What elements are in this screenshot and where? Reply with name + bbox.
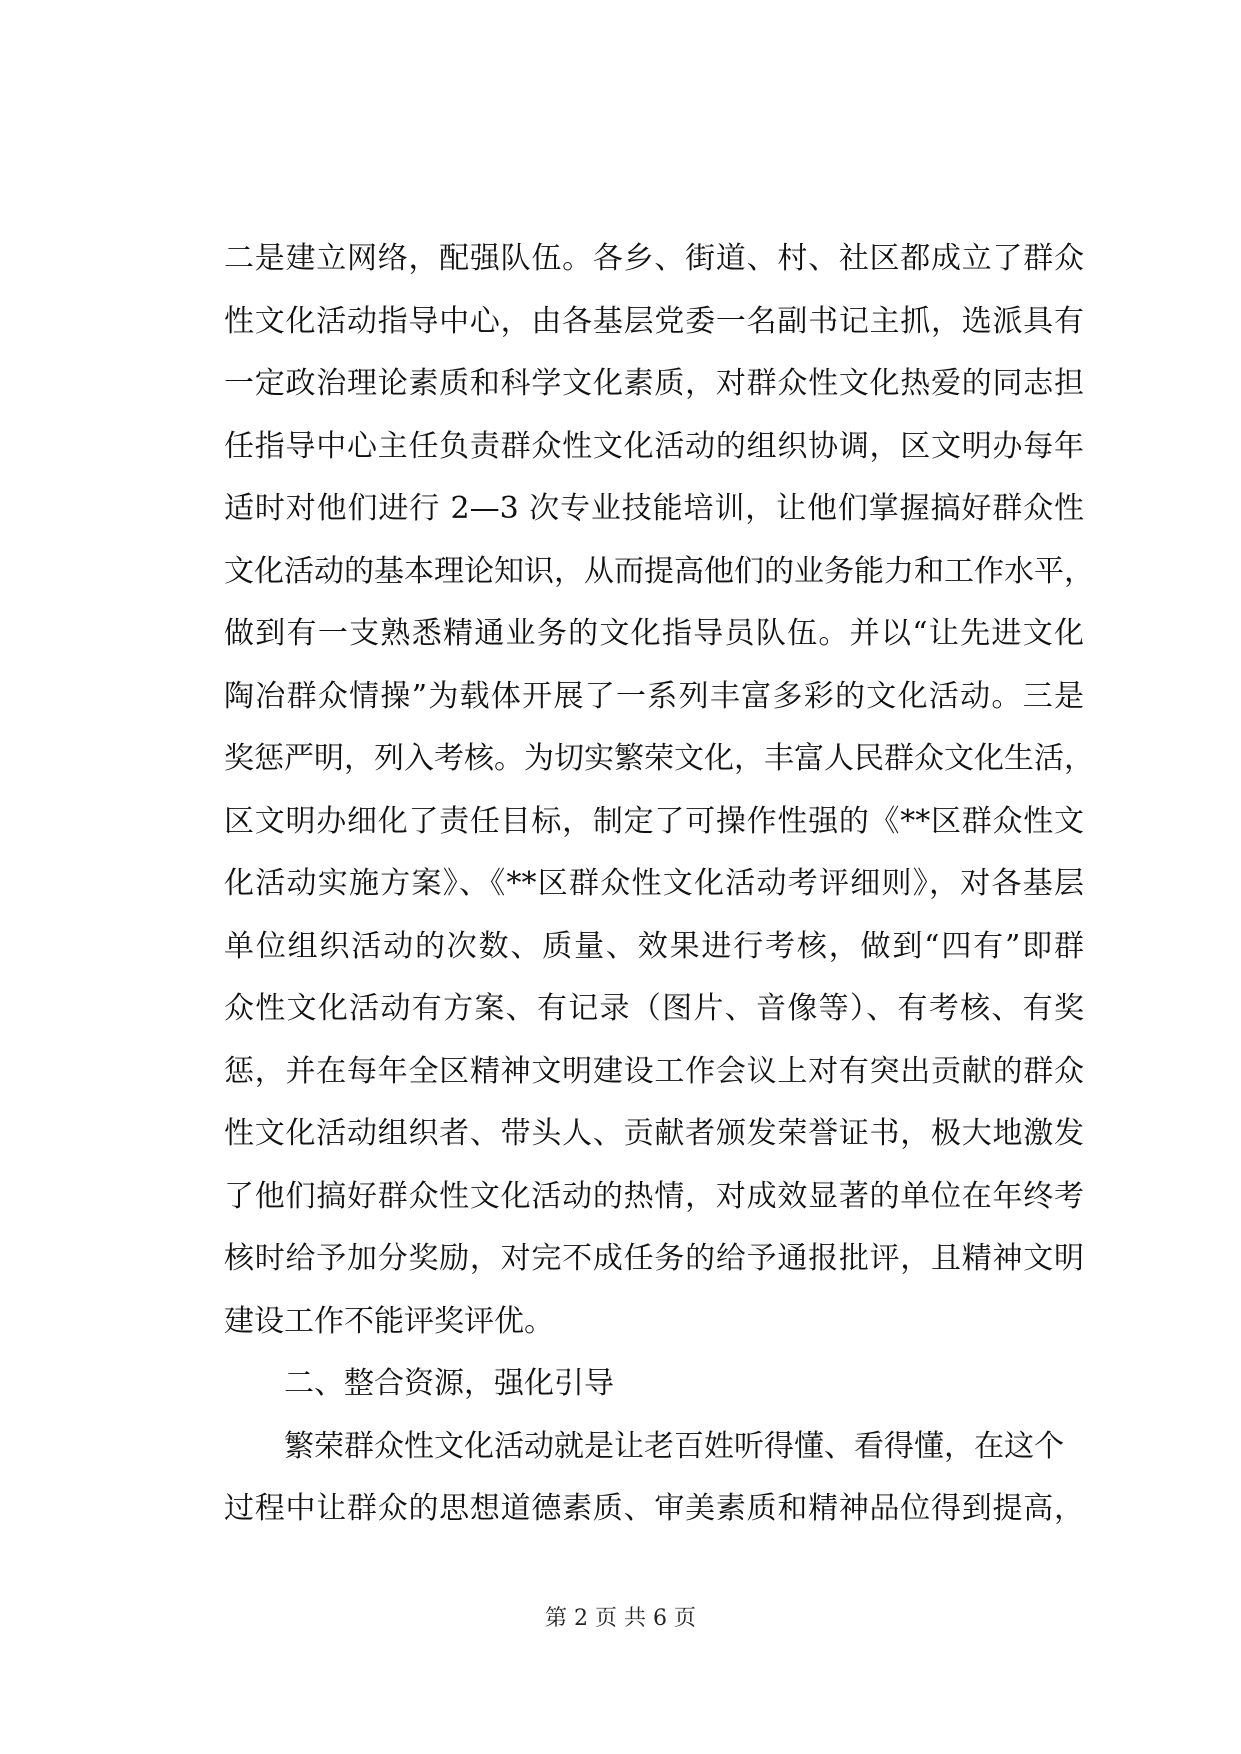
text-line: 众性文化活动有方案、有记录（图片、音像等）、有考核、有奖 <box>224 991 1084 1026</box>
text-line: 过程中让群众的思想道德素质、审美素质和精神品位得到提高， <box>224 1491 1084 1526</box>
text-line: 惩，并在每年全区精神文明建设工作会议上对有突出贡献的群众 <box>224 1053 1084 1089</box>
text-line: 任指导中心主任负责群众性文化活动的组织协调，区文明办每年 <box>224 428 1084 464</box>
document-body <box>224 228 1094 1541</box>
text-line: 化活动实施方案》、《**区群众性文化活动考评细则》，对各基层 <box>224 866 1084 901</box>
text-line: 奖惩严明，列入考核。为切实繁荣文化，丰富人民群众文化生活， <box>224 741 1094 776</box>
text-line: 一定政治理论素质和科学文化素质，对群众性文化热爱的同志担 <box>224 366 1084 401</box>
text-line: 适时对他们进行 2—3 次专业技能培训，让他们掌握搞好群众性 <box>224 491 1084 526</box>
page-footer: 第 2 页 共 6 页 <box>545 1606 696 1631</box>
section-heading: 二、整合资源，强化引导 <box>284 1366 614 1401</box>
text-line: 性文化活动指导中心，由各基层党委一名副书记主抓，选派具有 <box>224 303 1084 339</box>
text-line: 文化活动的基本理论知识，从而提高他们的业务能力和工作水平， <box>224 553 1094 589</box>
text-line: 核时给予加分奖励，对完不成任务的给予通报批评，且精神文明 <box>224 1241 1084 1276</box>
text-line: 建设工作不能评奖评优。 <box>224 1303 554 1339</box>
text-line: 陶冶群众情操”为载体开展了一系列丰富多彩的文化活动。三是 <box>224 678 1084 714</box>
text-line: 区文明办细化了责任目标，制定了可操作性强的《**区群众性文 <box>224 803 1084 839</box>
text-line: 性文化活动组织者、带头人、贡献者颁发荣誉证书，极大地激发 <box>224 1116 1084 1151</box>
text-line: 繁荣群众性文化活动就是让老百姓听得懂、看得懂，在这个 <box>284 1428 1064 1464</box>
text-line: 二是建立网络，配强队伍。各乡、街道、村、社区都成立了群众 <box>224 241 1084 276</box>
text-line: 单位组织活动的次数、质量、效果进行考核，做到“四有”即群 <box>224 928 1084 964</box>
text-line: 做到有一支熟悉精通业务的文化指导员队伍。并以“让先进文化 <box>224 616 1084 651</box>
text-line: 了他们搞好群众性文化活动的热情，对成效显著的单位在年终考 <box>224 1178 1084 1214</box>
